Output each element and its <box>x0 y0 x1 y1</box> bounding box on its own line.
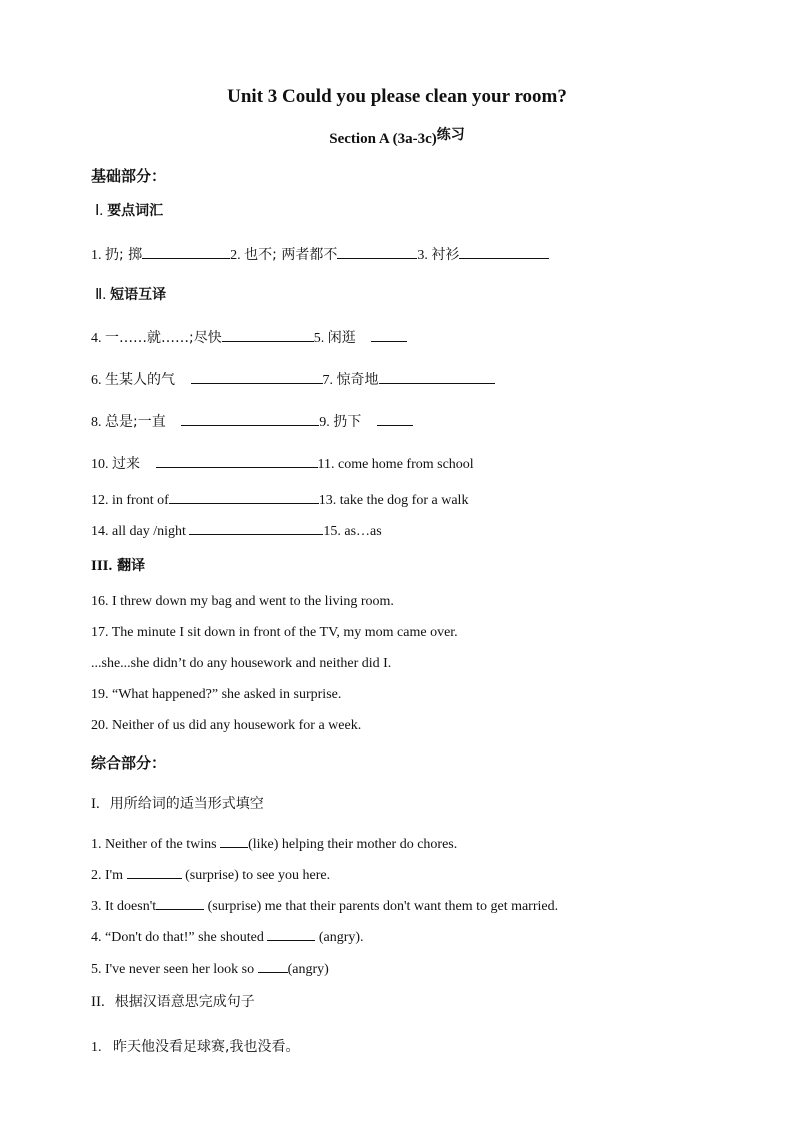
phrase-item-text: in front of <box>112 493 169 508</box>
subtitle-practice: 练习 <box>436 127 465 143</box>
item-number: 11. <box>317 457 335 472</box>
complete-heading-num: II. <box>91 994 105 1010</box>
translate-item: 19. “What happened?” she asked in surprise. <box>91 687 342 702</box>
fill-item <box>91 958 329 978</box>
translate-heading-label: 翻译 <box>117 558 146 574</box>
phrase-line <box>91 369 495 389</box>
basic-section-heading: 基础部分： <box>91 167 167 185</box>
item-number: 10. <box>91 457 109 472</box>
page-subtitle <box>0 128 794 148</box>
item-number: 5. <box>313 331 325 346</box>
fill-heading <box>91 793 264 813</box>
fill-item-text: (like) helping their mother do chores. <box>248 837 458 852</box>
fill-item-text: 3. It doesn't <box>91 899 157 914</box>
fill-item-text: (surprise) to see you here. <box>181 868 331 883</box>
phrase-line <box>91 411 413 431</box>
fill-item-text: 1. Neither of the twins <box>91 837 221 852</box>
fill-item-text: 5. I've never seen her look so <box>91 962 258 977</box>
answer-blank[interactable] <box>371 327 407 342</box>
phrase-item-text: come home from school <box>337 457 474 472</box>
answer-blank[interactable] <box>156 895 204 910</box>
phrase-item-text: all day /night <box>112 524 186 539</box>
complete-heading-label: 根据汉语意思完成句子 <box>114 994 255 1010</box>
answer-blank[interactable] <box>181 411 319 426</box>
answer-blank[interactable] <box>127 864 182 879</box>
phrase-item-text: 生某人的气 <box>105 372 175 388</box>
phrases-heading-num: Ⅱ. <box>95 287 107 303</box>
phrase-line <box>91 453 474 473</box>
phrase-item-text: as…as <box>344 524 382 539</box>
phrases-heading-label: 短语互译 <box>110 287 167 303</box>
phrases-heading <box>95 284 166 304</box>
item-number: 4. <box>91 331 102 346</box>
item-number: 6. <box>91 373 102 388</box>
item-number: 3. <box>417 248 428 263</box>
answer-blank[interactable] <box>267 926 315 941</box>
fill-item-text: 2. I'm <box>91 868 127 883</box>
vocab-line <box>91 244 549 264</box>
phrase-line <box>91 489 468 509</box>
answer-blank[interactable] <box>156 453 318 468</box>
item-number: 1. <box>91 1040 102 1055</box>
translate-heading <box>91 555 145 575</box>
item-number: 14. <box>91 524 109 539</box>
vocab-heading-num: Ⅰ. <box>95 203 104 219</box>
fill-heading-num: I. <box>91 796 100 812</box>
fill-item <box>91 926 364 946</box>
item-number: 1. <box>91 248 102 263</box>
translate-item: 16. I threw down my bag and went to the living room. <box>91 594 394 609</box>
item-number: 7. <box>322 373 333 388</box>
vocab-item-text: 扔; 掷 <box>105 247 143 263</box>
phrase-item-text: 过来 <box>112 456 140 472</box>
phrase-item-text: 惊奇地 <box>336 372 379 388</box>
vocab-heading <box>95 200 163 220</box>
translate-item: 17. The minute I sit down in front of the TV, my mom came over. <box>91 625 458 640</box>
item-number: 15. <box>323 524 341 539</box>
complete-item-text: 昨天他没看足球赛,我也没看。 <box>113 1039 300 1055</box>
item-number: 9. <box>319 415 330 430</box>
answer-blank[interactable] <box>258 958 288 973</box>
fill-item <box>91 895 558 915</box>
fill-item-text: (surprise) me that their parents don't want them to get married. <box>204 899 559 914</box>
fill-item-text: (angry) <box>287 962 329 977</box>
answer-blank[interactable] <box>220 833 248 848</box>
fill-item <box>91 864 330 884</box>
phrase-line <box>91 520 382 540</box>
phrase-item-text: 总是;一直 <box>105 414 166 430</box>
phrase-line <box>91 327 407 347</box>
fill-heading-label: 用所给词的适当形式填空 <box>109 796 264 812</box>
answer-blank[interactable] <box>189 520 323 535</box>
phrase-item-text: 闲逛 <box>327 330 356 346</box>
vocab-item-text: 衬衫 <box>431 247 460 263</box>
answer-blank[interactable] <box>459 244 549 259</box>
complete-item <box>91 1036 299 1056</box>
translate-item: ...she...she didn’t do any housework and neither did I. <box>91 656 392 671</box>
item-number: 13. <box>318 493 337 508</box>
answer-blank[interactable] <box>191 369 323 384</box>
vocab-item-text: 也不; 两者都不 <box>244 247 338 263</box>
fill-item-text: 4. “Don't do that!” she shouted <box>91 930 268 945</box>
subtitle-section: Section A (3a-3c) <box>329 131 437 147</box>
item-number: 8. <box>91 415 102 430</box>
page-title: Unit 3 Could you please clean your room? <box>227 86 567 107</box>
complete-heading <box>91 991 255 1011</box>
phrase-item-text: 一……就……;尽快 <box>105 330 222 346</box>
vocab-heading-label: 要点词汇 <box>107 203 164 219</box>
answer-blank[interactable] <box>337 244 417 259</box>
answer-blank[interactable] <box>169 489 319 504</box>
answer-blank[interactable] <box>142 244 230 259</box>
translate-item: 20. Neither of us did any housework for a week. <box>91 718 362 733</box>
phrase-item-text: 扔下 <box>333 414 362 430</box>
item-number: 2. <box>230 248 241 263</box>
translate-heading-num: III. <box>91 558 113 574</box>
phrase-item-text: take the dog for a walk <box>339 493 469 508</box>
answer-blank[interactable] <box>377 411 413 426</box>
fill-item-text: (angry). <box>315 930 364 945</box>
answer-blank[interactable] <box>222 327 314 342</box>
comprehensive-section-heading: 综合部分： <box>91 754 167 772</box>
answer-blank[interactable] <box>379 369 495 384</box>
fill-item <box>91 833 457 853</box>
item-number: 12. <box>91 493 109 508</box>
